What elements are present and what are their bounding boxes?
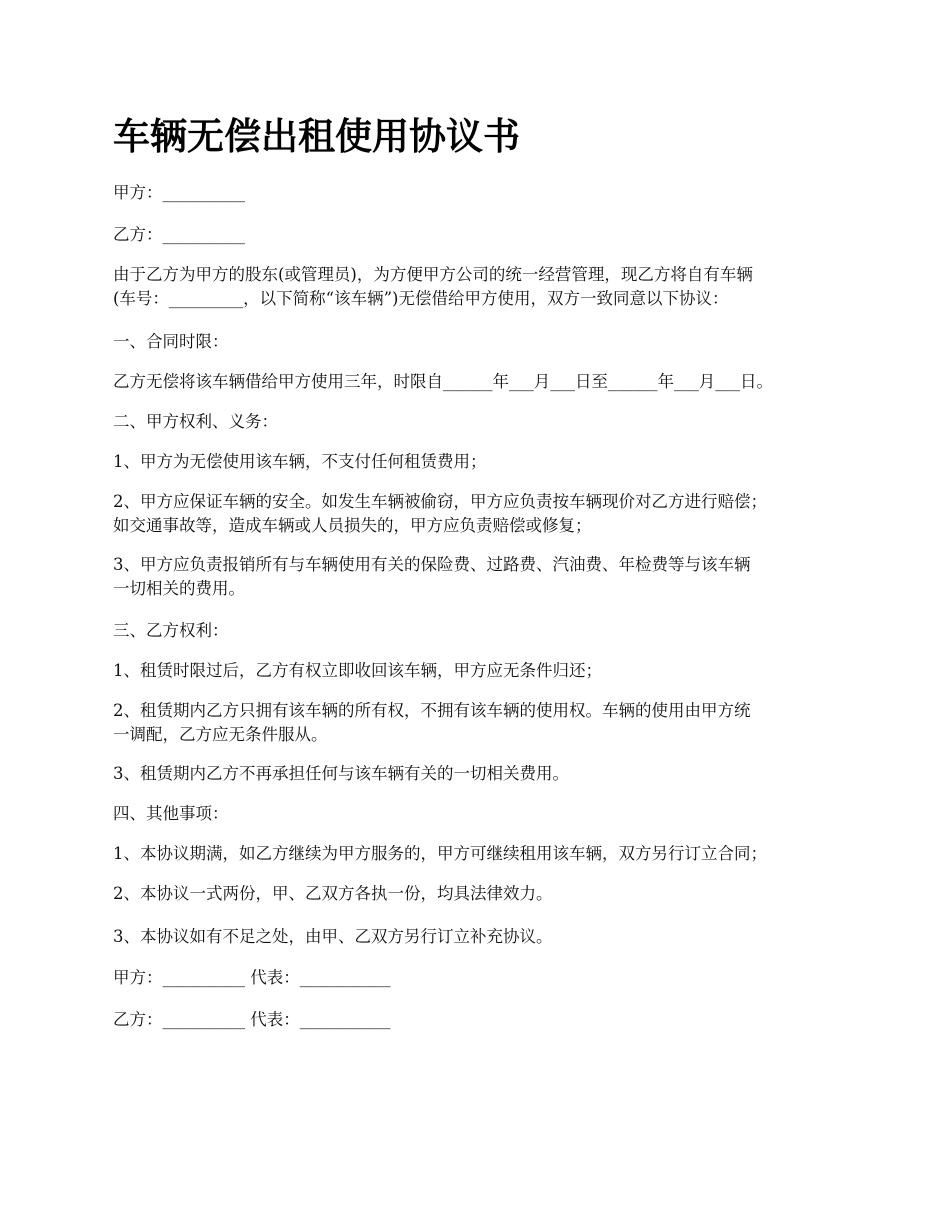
intro-paragraph [113, 263, 853, 311]
section-1-text: 乙方无偿将该车辆借给甲方使用三年，时限自______年___月___日至______年___月___日。 [113, 372, 773, 391]
section-3-item-2-line: 一调配，乙方应无条件服从。 [113, 725, 328, 744]
section-2-item-3 [113, 553, 853, 601]
party-a-line: 甲方：__________ [113, 183, 245, 202]
party-b-line: 乙方：__________ [113, 225, 245, 244]
section-2-item-2-line: 如交通事故等，造成车辆或人员损失的，甲方应负责赔偿或修复； [113, 516, 592, 535]
section-3-item-2 [113, 699, 853, 747]
signature-party-a: 甲方：__________ 代表：___________ [113, 968, 391, 987]
section-3-item-1: 1、租赁时限过后，乙方有权立即收回该车辆，甲方应无条件归还； [113, 661, 602, 680]
section-2-item-1: 1、甲方为无偿使用该车辆，不支付任何租赁费用； [113, 452, 487, 471]
section-3-heading: 三、乙方权利： [113, 621, 229, 640]
section-1-heading: 一、合同时限： [113, 332, 229, 351]
intro-line: (车号：_________，以下简称“该车辆”)无偿借给甲方使用，双方一致同意以下协议： [113, 289, 729, 308]
section-2-heading: 二、甲方权利、义务： [113, 412, 278, 431]
section-4-heading: 四、其他事项： [113, 804, 229, 823]
section-4-item-3: 3、本协议如有不足之处，由甲、乙双方另行订立补充协议。 [113, 927, 553, 946]
section-4-item-1: 1、本协议期满，如乙方继续为甲方服务的，甲方可继续租用该车辆，双方另行订立合同； [113, 844, 767, 863]
section-2-item-2-line: 2、甲方应保证车辆的安全。如发生车辆被偷窃，甲方应负责按车辆现价对乙方进行赔偿； [113, 492, 767, 511]
section-2-item-3-line: 一切相关的费用。 [113, 579, 245, 598]
section-3-item-3: 3、租赁期内乙方不再承担任何与该车辆有关的一切相关费用。 [113, 764, 569, 783]
section-3-item-2-line: 2、租赁期内乙方只拥有该车辆的所有权，不拥有该车辆的使用权。车辆的使用由甲方统 [113, 701, 751, 720]
section-2-item-3-line: 3、甲方应负责报销所有与车辆使用有关的保险费、过路费、汽油费、年检费等与该车辆 [113, 555, 751, 574]
signature-party-b: 乙方：__________ 代表：___________ [113, 1010, 391, 1029]
intro-line: 由于乙方为甲方的股东(或管理员)，为方便甲方公司的统一经营管理，现乙方将自有车辆 [113, 265, 753, 284]
document-title: 车辆无偿出租使用协议书 [113, 114, 520, 158]
section-2-item-2 [113, 490, 853, 538]
section-4-item-2: 2、本协议一式两份，甲、乙双方各执一份，均具法律效力。 [113, 884, 553, 903]
